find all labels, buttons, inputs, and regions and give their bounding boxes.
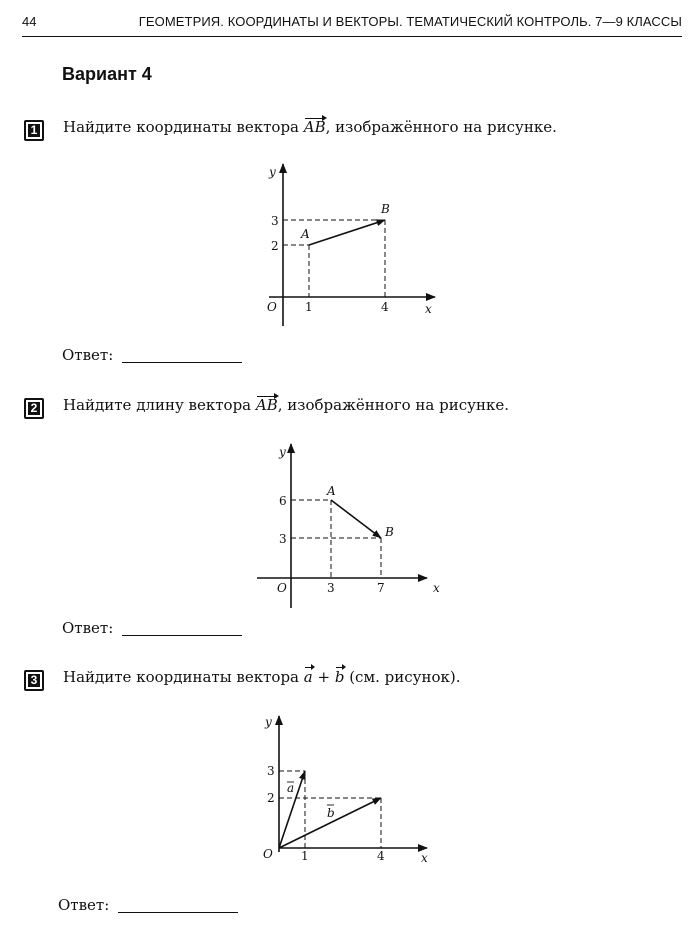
answer-field[interactable] [118,912,238,913]
answer-field[interactable] [122,635,242,636]
tick-x-1: 3 [327,581,335,595]
variant-title: Вариант 4 [62,64,152,84]
plus-sign: + [312,668,335,686]
task-number: 3 [28,674,40,687]
task-question [63,396,509,414]
axis-x-label: x [425,302,432,316]
vector-ab: AB [303,118,326,136]
tick-x-2: 4 [381,300,389,314]
tick-y-1: 6 [279,494,287,508]
origin-label: O [267,300,277,314]
vector-ab-arrow [331,500,381,538]
vector-ab-arrow [309,220,385,245]
point-a-label: A [327,484,336,498]
axis-y-label: y [279,445,286,459]
answer-field[interactable] [122,362,242,363]
axis-x-label: x [433,581,440,595]
vector-a-label: a [287,781,295,795]
tick-y-2: 3 [271,214,279,228]
task-number: 1 [28,124,40,137]
figure-1 [255,158,455,330]
dashed-guides [283,220,385,297]
tick-x-2: 4 [377,849,385,863]
answer-label: Ответ: [58,896,110,914]
page-number: 44 [22,14,37,29]
task-question [63,668,461,686]
question-text: Найдите координаты вектора [63,118,304,136]
question-text: Найдите координаты вектора [63,668,304,686]
tick-x-1: 1 [301,849,309,863]
axis-y-label: y [269,165,276,179]
tick-y-1: 2 [271,239,279,253]
point-a-label: A [301,227,310,241]
answer-label: Ответ: [62,346,114,364]
origin-label: O [277,581,287,595]
vector-ab: AB [255,396,278,414]
task-question [63,118,557,136]
axis-y-label: y [265,715,272,729]
point-b-label: B [381,202,390,216]
running-title: ГЕОМЕТРИЯ. КООРДИНАТЫ И ВЕКТОРЫ. ТЕМАТИЧЕСКИЙ КОНТРОЛЬ. 7—9 КЛАССЫ [138,14,682,29]
question-text: Найдите длину вектора [63,396,256,414]
tick-y-1: 3 [267,764,275,778]
question-text-end: , изображённого на рисунке. [325,118,557,136]
origin-label: O [263,847,273,861]
page-header [22,14,682,37]
dashed-guides [291,500,381,578]
vector-b-label: b [327,806,335,820]
axis-x-label: x [421,851,428,865]
task-number: 2 [28,402,40,415]
tick-y-2: 3 [279,532,287,546]
answer-label: Ответ: [62,619,114,637]
task-number-badge [24,670,44,691]
tick-x-1: 1 [305,300,313,314]
figure-2 [255,440,455,612]
point-b-label: B [385,525,394,539]
figure-3 [255,712,455,872]
task-number-badge [24,398,44,419]
tick-y-2: 2 [267,791,275,805]
tick-x-2: 7 [377,581,385,595]
vector-a: a [303,668,313,686]
vector-b: b [334,668,345,686]
question-text-end: , изображённого на рисунке. [277,396,509,414]
task-number-badge [24,120,44,141]
question-text-end: (см. рисунок). [344,668,461,686]
